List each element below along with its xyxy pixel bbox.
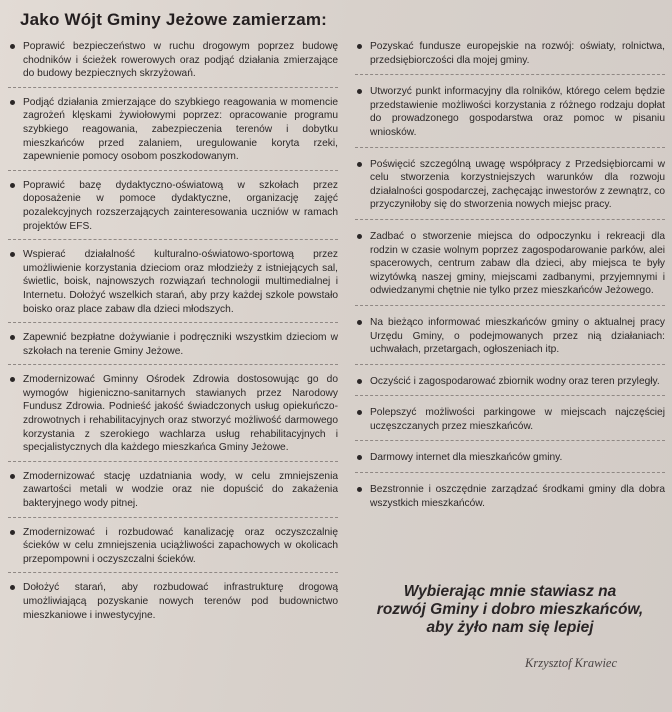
list-item (355, 375, 665, 389)
list-item-text: Poprawić bazę dydaktyczno-oświatową w szkołach przez doposażenie w pomoce dydaktyczne, organizację zajęć pozalekcyjnych rozszerzających zainteresowania uczniów w ramach projektów EFS. (23, 179, 338, 232)
bullet-icon (10, 474, 15, 479)
bullet-icon (357, 44, 362, 49)
list-item (355, 483, 665, 510)
list-item-text: Na bieżąco informować mieszkańców gminy o aktualnej pracy Urzędu Gminy, o podejmowanych przez nią działaniach: uchwałach, przetargach, ogłoszeniach itp. (370, 316, 665, 356)
bullet-icon (357, 162, 362, 167)
list-item (8, 96, 338, 164)
divider (8, 239, 338, 240)
divider (355, 219, 665, 220)
list-item-text: Podjąć działania zmierzające do szybkiego reagowania w momencie zagrożeń klęskami żywiołowymi poprzez: opracowanie programu szybkiego reagowania, zabezpieczenia terenów i dobytku mieszkańców przed zalaniem, uregulowanie koryta rzeki, zapewnienie pomocy osobom poszkodowanym. (23, 96, 338, 163)
bullet-icon (10, 100, 15, 105)
list-item-text: Poprawić bezpieczeństwo w ruchu drogowym poprzez budowę chodników i ścieżek rowerowych oraz podjąć działania zmierzające do budowy bezpiecznych skrzyżowań. (23, 41, 338, 80)
divider (355, 364, 665, 365)
list-item-text: Dołożyć starań, aby rozbudować infrastrukturę drogową umożliwiającą pozyskanie nowych terenów pod budownictwo mieszkaniowe i inwestycyjne. (23, 582, 338, 621)
divider (355, 395, 665, 396)
list-item (8, 248, 338, 316)
divider (355, 74, 665, 75)
divider (355, 305, 665, 306)
bullet-icon (357, 455, 362, 460)
list-item (8, 373, 338, 455)
divider (355, 440, 665, 441)
page-title: Jako Wójt Gminy Jeżowe zamierzam: (20, 10, 328, 29)
list-item-text: Oczyścić i zagospodarować zbiornik wodny oraz teren przyległy. (370, 375, 660, 387)
list-item (355, 158, 665, 212)
divider (8, 517, 338, 518)
list-item-text: Bezstronnie i oszczędnie zarządzać środkami gminy dla dobra wszystkich mieszkańców. (370, 484, 665, 509)
bullet-icon (357, 379, 362, 384)
list-item (8, 40, 338, 81)
bullet-icon (10, 183, 15, 188)
list-item-text: Pozyskać fundusze europejskie na rozwój: oświaty, rolnictwa, przedsiębiorczości dla mojej gminy. (370, 41, 665, 66)
divider (8, 461, 338, 462)
bullet-icon (10, 335, 15, 340)
closing-slogan (355, 583, 665, 637)
bullet-icon (10, 585, 15, 590)
list-item (8, 581, 338, 622)
list-item-text: Zapewnić bezpłatne dożywianie i podręczniki wszystkim dzieciom w szkołach na terenie Gminy Jeżowe. (23, 332, 338, 357)
divider (8, 322, 338, 323)
list-item (355, 451, 665, 465)
list-item (355, 406, 665, 433)
divider (8, 87, 338, 88)
list-item-text: Zmodernizować i rozbudować kanalizację oraz oczyszczalnię ścieków w celu zmniejszenia uciążliwości zapachowych w okolicach przepompowni i oczyszczalni ścieków. (23, 526, 338, 565)
left-column (8, 40, 338, 622)
bullet-icon (357, 234, 362, 239)
bullet-icon (10, 44, 15, 49)
bullet-icon (357, 487, 362, 492)
list-item-text: Poświęcić szczególną uwagę współpracy z Przedsiębiorcami w celu stworzenia korzystniejszych warunków dla rozwoju działalności gospodarczej, zachęcając inwestorów z zewnątrz, co przyczyniłoby się do stworzenia nowych miejsc pracy. (370, 158, 665, 211)
slogan-line: Wybierając mnie stawiasz na (403, 583, 617, 600)
divider (355, 147, 665, 148)
list-item (355, 316, 665, 357)
signature: Krzysztof Krawiec (525, 656, 618, 670)
list-item-text: Zadbać o stworzenie miejsca do odpoczynku i rekreacji dla rodzin w czasie wolnym poprzez zagospodarowanie parków, alei spacerowych, centrum zabaw dla dzieci, aby miejsca te były wizytówką naszej gminy, miejscami zadbanymi, przyjemnymi i odwiedzanymi chętnie nie tylko przez mieszkańców Jeżowego. (370, 230, 665, 297)
list-item (355, 230, 665, 298)
divider (8, 170, 338, 171)
list-item-text: Utworzyć punkt informacyjny dla rolników, którego celem będzie przedstawienie możliwości korzystania z różnego rodzaju dopłat do prowadzonego gospodarstwa oraz pomoc w pisaniu wniosków. (370, 86, 665, 138)
list-item-text: Zmodernizować stację uzdatniania wody, w celu zmniejszenia zawartości metali w wodzie oraz nie dopuścić do zakażenia bakteryjnego wody pitnej. (23, 470, 338, 510)
slogan-line: rozwój Gminy i dobro mieszkańców, (376, 601, 644, 618)
list-item (355, 85, 665, 139)
bullet-icon (10, 252, 15, 257)
right-column (355, 40, 665, 510)
list-item (8, 179, 338, 233)
bullet-icon (10, 530, 15, 535)
bullet-icon (357, 89, 362, 94)
list-item (355, 40, 665, 67)
list-item (8, 526, 338, 567)
bullet-icon (10, 377, 15, 382)
list-item-text: Polepszyć możliwości parkingowe w miejscach najczęściej uczęszczanych przez mieszkańców. (370, 407, 665, 432)
divider (8, 572, 338, 573)
bullet-icon (357, 320, 362, 325)
slogan-line: aby żyło nam się lepiej (426, 619, 594, 636)
bullet-icon (357, 410, 362, 415)
list-item (8, 331, 338, 358)
list-item (8, 470, 338, 511)
list-item-text: Zmodernizować Gminny Ośrodek Zdrowia dostosowując go do wymogów higieniczno-sanitarnych stawianych przez Narodowy Fundusz Zdrowia. Podnieść jakość świadczonych usług opiekuńczo-zdrowotnych i rehabilitacyjnych oraz stworzyć możliwość darmowego korzystania z szerokiego wachlarza usług rehabilitacyjnych i specjalistycznych dla każdego mieszkańca Gminy Jeżowe. (23, 374, 338, 454)
divider (355, 472, 665, 473)
divider (8, 364, 338, 365)
list-item-text: Wspierać działalność kulturalno-oświatowo-sportową przez umożliwienie korzystania dzieciom oraz młodzieży z istniejących sal, świetlic, boisk, najnowszych rozwiązań technologii multimedialnej i Internetu. Dołożyć wszelkich starań, aby przy każdej szkole powstało boisko oraz place zabaw dla dzieci młodszych. (23, 249, 338, 315)
list-item-text: Darmowy internet dla mieszkańców gminy. (370, 452, 563, 464)
